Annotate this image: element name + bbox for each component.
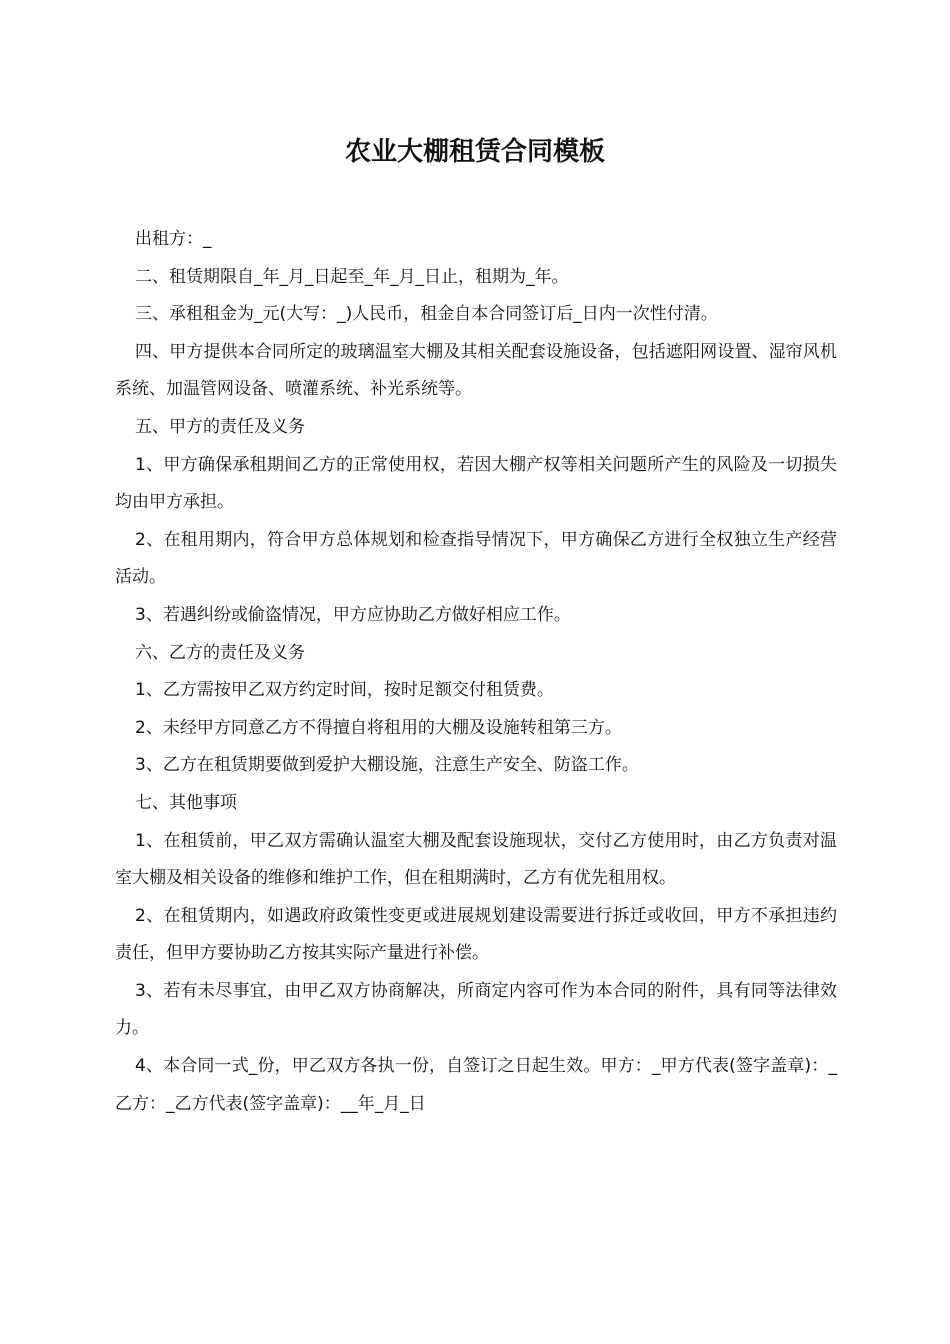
paragraph-rent: 三、承租租金为_元(大写：_)人民币，租金自本合同签订后_日内一次性付清。 — [135, 304, 718, 325]
heading-party-b-duties: 六、乙方的责任及义务 — [135, 642, 305, 663]
paragraph-other-4-signatures: 4、本合同一式_份，甲乙双方各执一份，自签订之日起生效。甲方：_甲方代表(签字盖章)：_乙方：_乙方代表(签字盖章)：__年_月_日 — [115, 1056, 837, 1114]
paragraph-other-3: 3、若有未尽事宜，由甲乙双方协商解决，所商定内容可作为本合同的附件，具有同等法律效力。 — [115, 980, 837, 1039]
paragraph-party-b-1: 1、乙方需按甲乙双方约定时间，按时足额交付租赁费。 — [135, 680, 554, 701]
paragraph-lease-term: 二、租赁期限自_年_月_日起至_年_月_日止，租期为_年。 — [135, 266, 569, 287]
paragraph-other-1: 1、在租赁前，甲乙双方需确认温室大棚及配套设施现状，交付乙方使用时，由乙方负责对温室大棚及相关设备的维修和维护工作，但在租期满时，乙方有优先租用权。 — [115, 830, 837, 889]
heading-other-matters: 七、其他事项 — [135, 792, 237, 813]
paragraph-party-a-2: 2、在租用期内，符合甲方总体规划和检查指导情况下，甲方确保乙方进行全权独立生产经营活动。 — [115, 529, 837, 588]
paragraph-party-b-2: 2、未经甲方同意乙方不得擅自将租用的大棚及设施转租第三方。 — [135, 717, 622, 738]
paragraph-party-b-3: 3、乙方在租赁期要做到爱护大棚设施，注意生产安全、防盗工作。 — [135, 755, 639, 776]
paragraph-lessor: 出租方：_ — [135, 229, 212, 249]
document-body — [115, 221, 837, 1123]
paragraph-party-a-3: 3、若遇纠纷或偷盗情况，甲方应协助乙方做好相应工作。 — [135, 604, 571, 625]
document-title: 农业大棚租赁合同模板 — [344, 137, 605, 167]
paragraph-party-a-1: 1、甲方确保承租期间乙方的正常使用权，若因大棚产权等相关问题所产生的风险及一切损失均由甲方承担。 — [115, 454, 837, 513]
paragraph-facilities: 四、甲方提供本合同所定的玻璃温室大棚及其相关配套设施设备，包括遮阳网设置、湿帘风机系统、加温管网设备、喷灌系统、补光系统等。 — [115, 341, 837, 400]
paragraph-other-2: 2、在租赁期内，如遇政府政策性变更或进展规划建设需要进行拆迁或收回，甲方不承担违约责任，但甲方要协助乙方按其实际产量进行补偿。 — [115, 905, 837, 964]
heading-party-a-duties: 五、甲方的责任及义务 — [135, 416, 305, 437]
